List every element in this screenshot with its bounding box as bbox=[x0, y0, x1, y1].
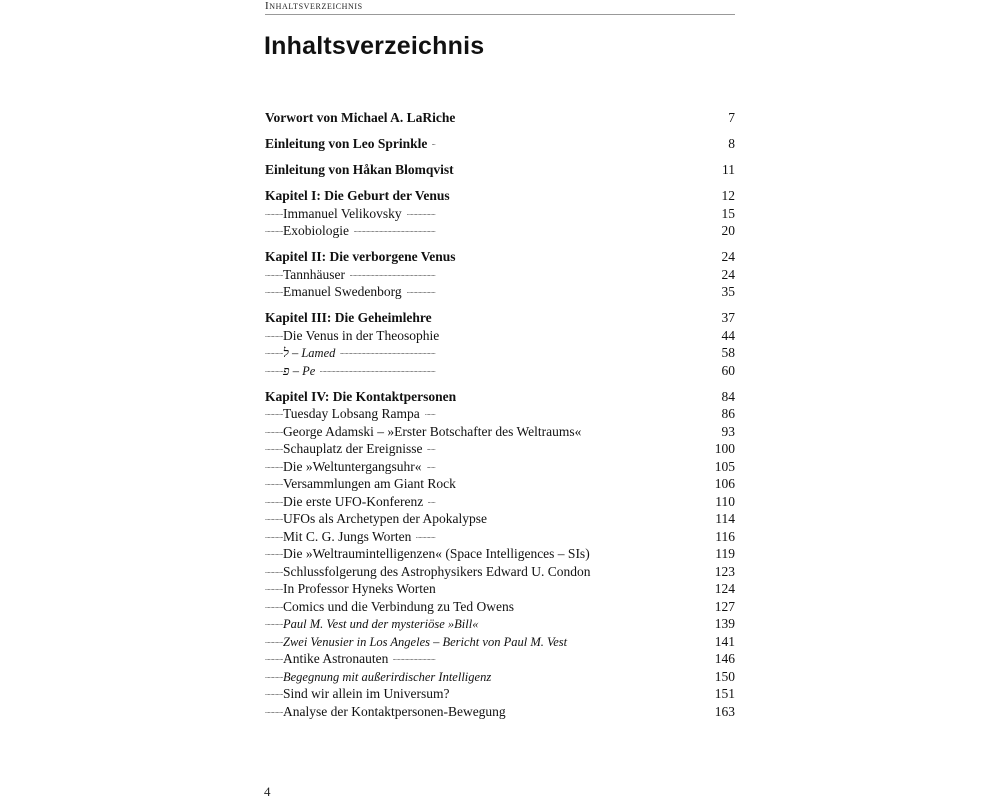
toc-entry[interactable] bbox=[265, 668, 735, 686]
toc-label: Paul M. Vest und der mysteriöse »Bill« bbox=[283, 617, 483, 631]
toc-label: Comics und die Verbindung zu Ted Owens bbox=[283, 599, 519, 614]
toc-label: In Professor Hyneks Worten bbox=[283, 581, 441, 596]
toc-entry[interactable] bbox=[265, 405, 735, 423]
toc-entry[interactable] bbox=[265, 685, 735, 703]
toc-entry[interactable] bbox=[265, 440, 735, 458]
toc-page: 8 bbox=[723, 135, 735, 153]
toc-label: Exobiologie bbox=[283, 223, 354, 238]
toc-label: Kapitel IV: Die Kontaktpersonen bbox=[265, 389, 461, 404]
toc-entry[interactable] bbox=[265, 598, 735, 616]
toc-entry-einleitung-sprinkle[interactable] bbox=[265, 135, 735, 153]
toc-label: Mit C. G. Jungs Worten bbox=[283, 529, 416, 544]
toc-page: 60 bbox=[717, 362, 736, 380]
toc-label: Schlussfolgerung des Astrophysikers Edward U. Condon bbox=[283, 564, 595, 579]
toc-entry-vorwort[interactable] bbox=[265, 109, 735, 127]
toc-page: 110 bbox=[710, 493, 735, 511]
toc-page: 124 bbox=[710, 580, 735, 598]
toc-entry[interactable] bbox=[265, 633, 735, 651]
toc-entry[interactable] bbox=[265, 362, 735, 380]
toc-entry[interactable] bbox=[265, 563, 735, 581]
toc-entry[interactable] bbox=[265, 283, 735, 301]
toc-label: Analyse der Kontaktpersonen-Bewegung bbox=[283, 704, 511, 719]
toc-page: 116 bbox=[710, 528, 735, 546]
toc-entry[interactable] bbox=[265, 528, 735, 546]
toc-label: Emanuel Swedenborg bbox=[283, 284, 407, 299]
toc-label: פ – Pe bbox=[283, 364, 320, 378]
toc-page: 7 bbox=[723, 109, 735, 127]
toc-page: 58 bbox=[717, 344, 736, 362]
toc-label: Zwei Venusier in Los Angeles – Bericht von Paul M. Vest bbox=[283, 635, 572, 649]
toc-page: 24 bbox=[717, 248, 736, 266]
toc-page: 20 bbox=[717, 222, 736, 240]
running-head: Inhaltsverzeichnis bbox=[265, 0, 735, 15]
toc-label: Einleitung von Håkan Blomqvist bbox=[265, 162, 459, 177]
toc-page: 150 bbox=[710, 668, 735, 686]
toc-label: Einleitung von Leo Sprinkle bbox=[265, 136, 432, 151]
toc-entry[interactable] bbox=[265, 475, 735, 493]
toc-label: Immanuel Velikovsky bbox=[283, 206, 407, 221]
toc-page: 146 bbox=[710, 650, 735, 668]
toc-page: 11 bbox=[717, 161, 735, 179]
toc-entry-kapitel-1[interactable] bbox=[265, 187, 735, 205]
toc-label: Sind wir allein im Universum? bbox=[283, 686, 454, 701]
toc-label: Die »Weltuntergangsuhr« bbox=[283, 459, 427, 474]
toc-page: 12 bbox=[717, 187, 736, 205]
toc-entry[interactable] bbox=[265, 458, 735, 476]
toc-entry[interactable] bbox=[265, 344, 735, 362]
toc-label: Versammlungen am Giant Rock bbox=[283, 476, 461, 491]
toc-page: 93 bbox=[717, 423, 736, 441]
toc-entry[interactable] bbox=[265, 510, 735, 528]
toc-label: Die Venus in der Theosophie bbox=[283, 328, 444, 343]
toc-label: Kapitel III: Die Geheimlehre bbox=[265, 310, 437, 325]
toc-label: ל – Lamed bbox=[283, 346, 340, 360]
toc-page: 86 bbox=[717, 405, 736, 423]
toc-label: Tuesday Lobsang Rampa bbox=[283, 406, 425, 421]
toc-page: 123 bbox=[710, 563, 735, 581]
toc-entry-kapitel-2[interactable] bbox=[265, 248, 735, 266]
toc-page: 37 bbox=[717, 309, 736, 327]
toc-entry[interactable] bbox=[265, 650, 735, 668]
toc-page: 24 bbox=[717, 266, 736, 284]
toc-page: 141 bbox=[710, 633, 735, 651]
toc-label: George Adamski – »Erster Botschafter des Weltraums« bbox=[283, 424, 586, 439]
toc-page: 151 bbox=[710, 685, 735, 703]
page-number: 4 bbox=[264, 784, 271, 799]
toc-entry[interactable] bbox=[265, 423, 735, 441]
toc-entry[interactable] bbox=[265, 266, 735, 284]
toc-page: 35 bbox=[717, 283, 736, 301]
toc-entry[interactable] bbox=[265, 222, 735, 240]
toc-entry[interactable] bbox=[265, 205, 735, 223]
toc-page: 44 bbox=[717, 327, 736, 345]
toc-entry[interactable] bbox=[265, 493, 735, 511]
toc-entry[interactable] bbox=[265, 703, 735, 721]
toc-entry-kapitel-3[interactable] bbox=[265, 309, 735, 327]
toc-label: Die erste UFO-Konferenz bbox=[283, 494, 428, 509]
toc-entry-einleitung-blomqvist[interactable] bbox=[265, 161, 735, 179]
toc-page: 119 bbox=[710, 545, 735, 563]
toc-label: UFOs als Archetypen der Apokalypse bbox=[283, 511, 492, 526]
toc-entry[interactable] bbox=[265, 615, 735, 633]
toc-entry[interactable] bbox=[265, 545, 735, 563]
toc-page: 163 bbox=[710, 703, 735, 721]
toc-page: 114 bbox=[710, 510, 735, 528]
toc-label: Kapitel I: Die Geburt der Venus bbox=[265, 188, 455, 203]
toc-page: 84 bbox=[717, 388, 736, 406]
toc-page: 105 bbox=[710, 458, 735, 476]
toc-label: Schauplatz der Ereignisse bbox=[283, 441, 427, 456]
toc-page: 127 bbox=[710, 598, 735, 616]
toc-label: Antike Astronauten bbox=[283, 651, 393, 666]
toc-label: Die »Weltraumintelligenzen« (Space Intelligences – SIs) bbox=[283, 546, 595, 561]
toc-label: Kapitel II: Die verborgene Venus bbox=[265, 249, 461, 264]
toc-label: Begegnung mit außerirdischer Intelligenz bbox=[283, 670, 496, 684]
toc-entry[interactable] bbox=[265, 327, 735, 345]
toc-page: 100 bbox=[710, 440, 735, 458]
toc-entry-kapitel-4[interactable] bbox=[265, 388, 735, 406]
toc-page: 106 bbox=[710, 475, 735, 493]
toc-page: 15 bbox=[717, 205, 736, 223]
toc-page: 139 bbox=[710, 615, 735, 633]
page-title: Inhaltsverzeichnis bbox=[264, 32, 485, 60]
toc-label: Vorwort von Michael A. LaRiche bbox=[265, 110, 460, 125]
table-of-contents bbox=[265, 109, 735, 720]
toc-label: Tannhäuser bbox=[283, 267, 350, 282]
toc-entry[interactable] bbox=[265, 580, 735, 598]
